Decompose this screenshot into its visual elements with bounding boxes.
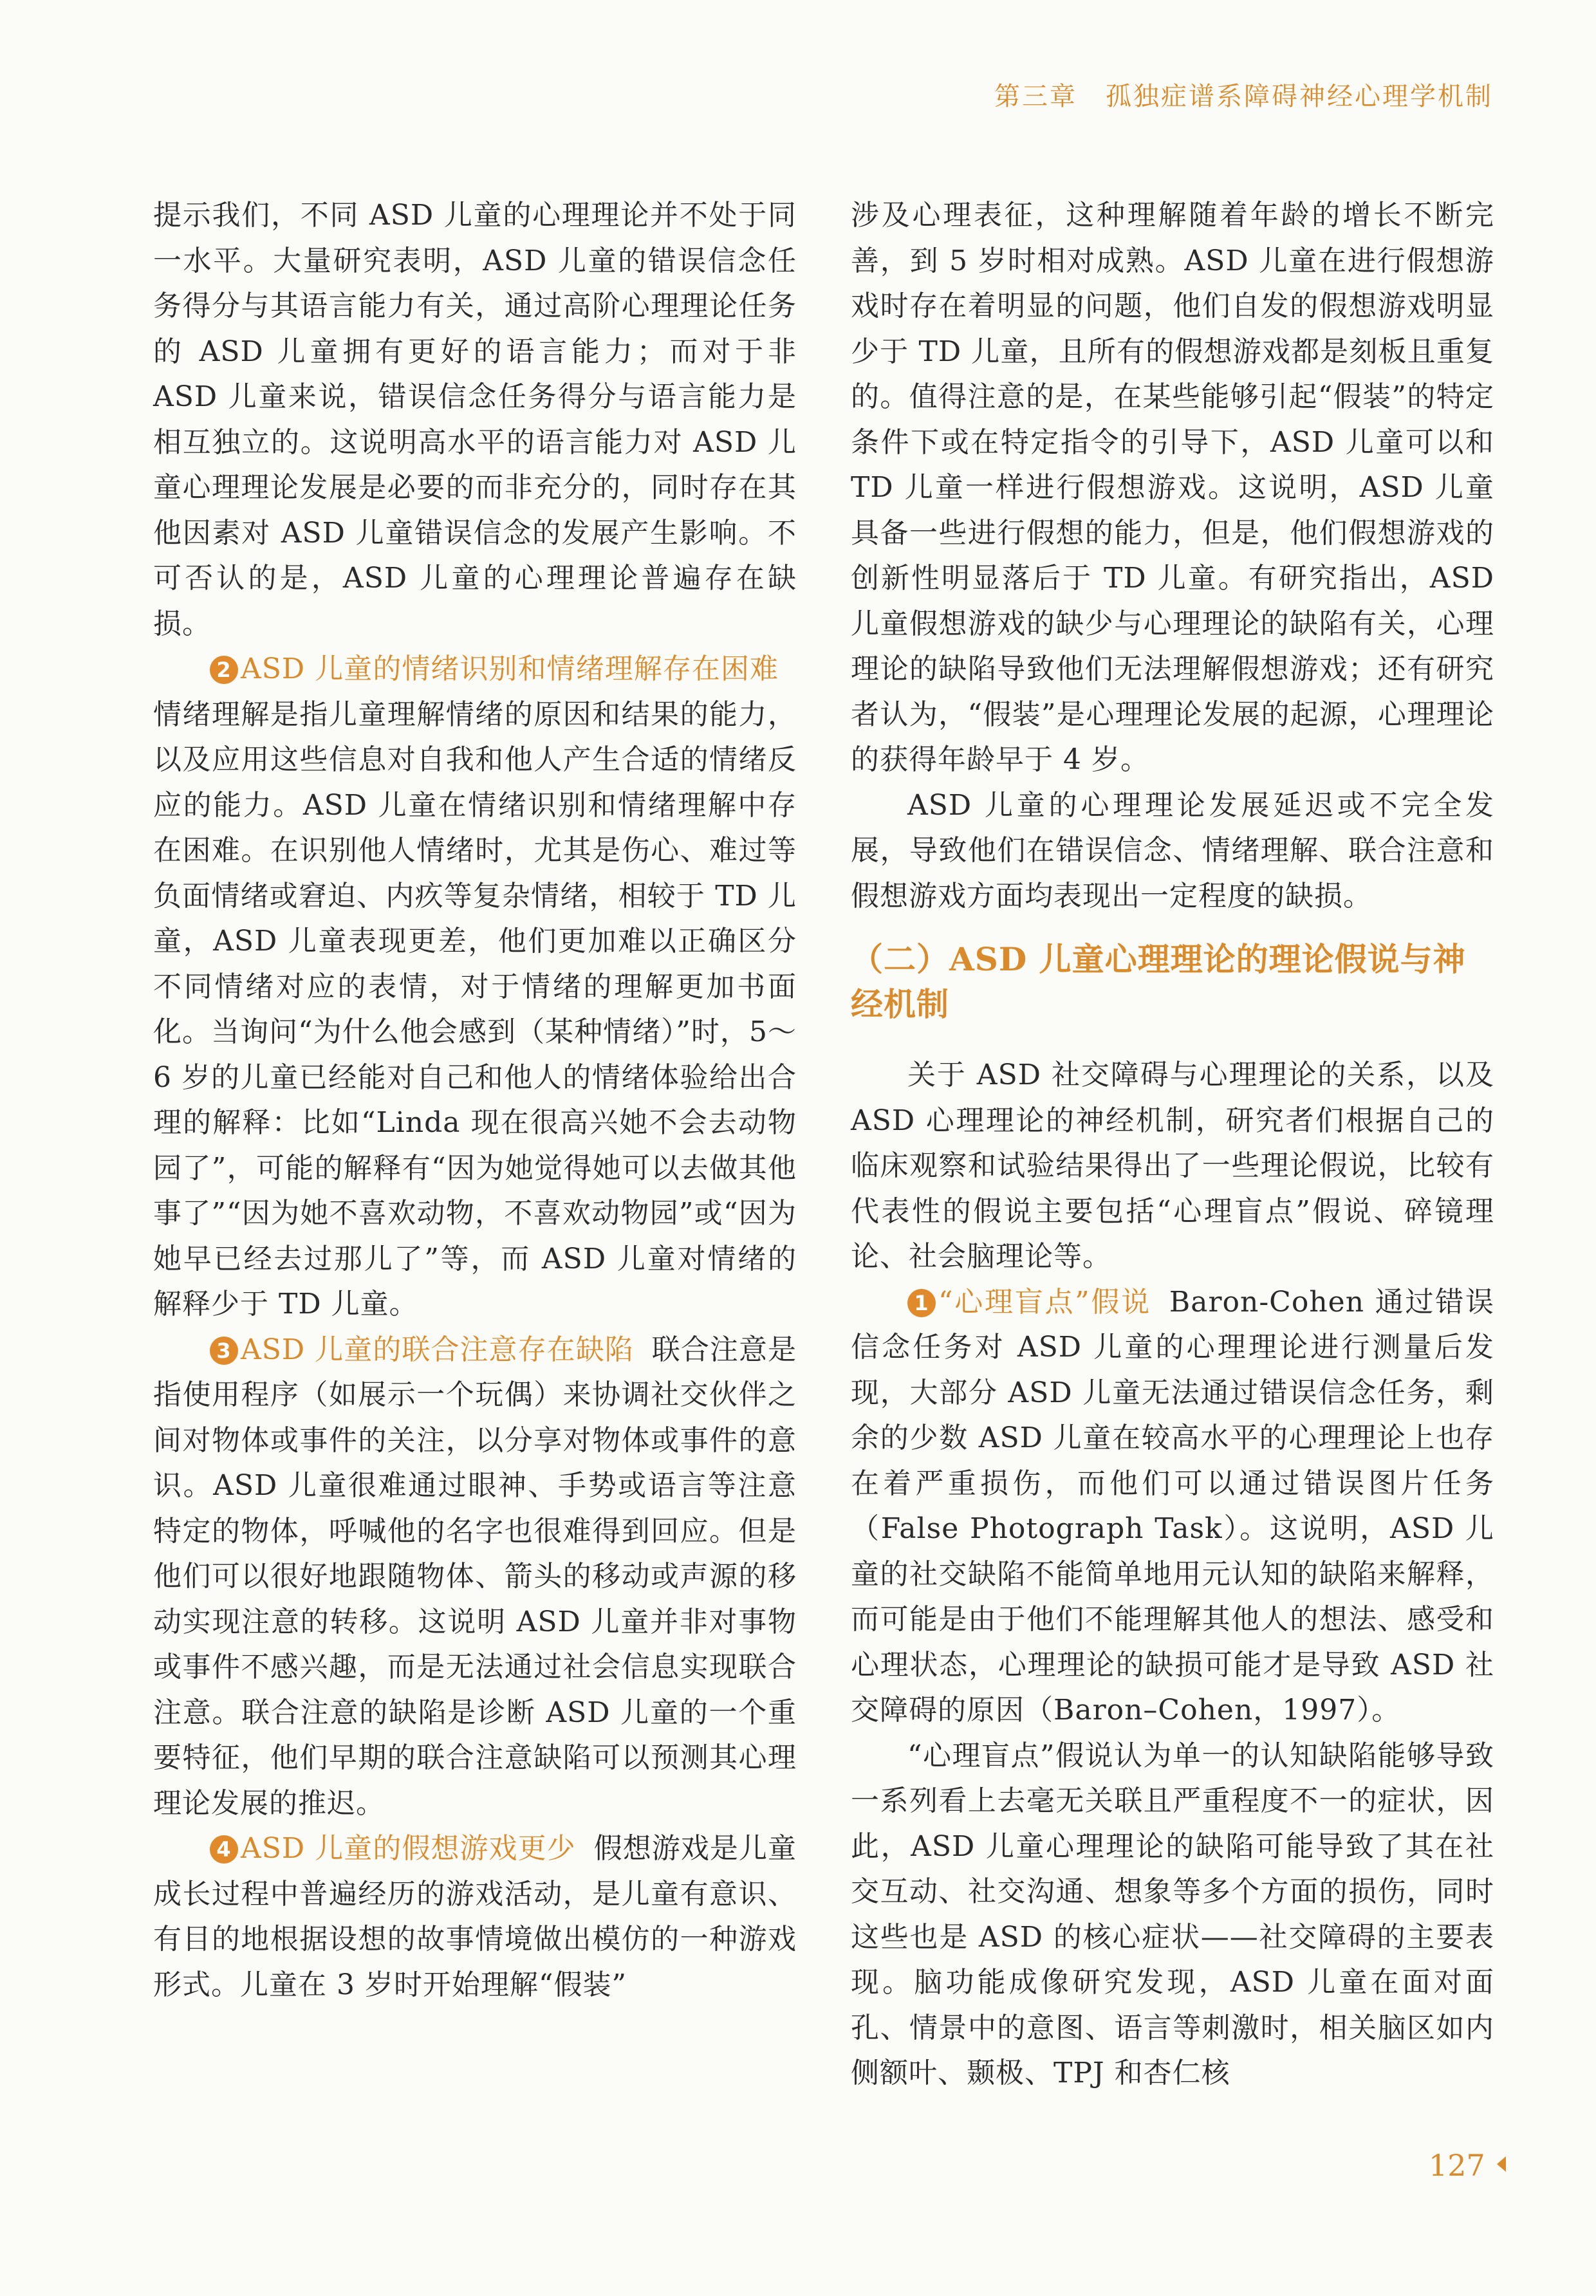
paragraph-joint-attention-body: 联合注意是指使用程序（如展示一个玩偶）来协调社交伙伴之间对物体或事件的关注，以分享对物体或事件的意识。ASD 儿童很难通过眼神、手势或语言等注意特定的物体，呼喊他的名字也很难得到回应。但是他们可以很好地跟随物体、箭头的移动或声源的移动实现注意的转移。这说明 ASD 儿童并非对事物或事件不感兴趣，而是无法通过社会信息实现联合注意。联合注意的缺陷是诊断 ASD 儿童的一个重要特征，他们早期的联合注意缺陷可以预测其心理理论发展的推迟。 — [153, 1333, 797, 1820]
chapter-number: 第三章 — [994, 82, 1077, 111]
subheading-mindblindness: “心理盲点”假说 — [938, 1285, 1151, 1319]
subheading-emotion: ASD 儿童的情绪识别和情绪理解存在困难 — [241, 653, 779, 685]
page-number — [1429, 2148, 1506, 2183]
paragraph-summary: ASD 儿童的心理理论发展延迟或不完全发展，导致他们在错误信念、情绪理解、联合注意和假想游戏方面均表现出一定程度的缺损。 — [851, 788, 1494, 912]
paragraph-emotion-body: 情绪理解是指儿童理解情绪的原因和结果的能力，以及应用这些信息对自我和他人产生合适的情绪反应的能力。ASD 儿童在情绪识别和情绪理解中存在困难。在识别他人情绪时，尤其是伤心、难过等负面情绪或窘迫、内疚等复杂情绪，相较于 TD 儿童，ASD 儿童表现更差，他们更加难以正确区分不同情绪对应的表情，对于情绪的理解更加书面化。当询问“为什么他会感到（某种情绪）”时，5～6 岁的儿童已经能对自己和他人的情绪体验给出合理的解释：比如“Linda 现在很高兴她不会去动物园了”，可能的解释有“因为她觉得她可以去做其他事了”“因为她不喜欢动物，不喜欢动物园”或“因为她早已经去过那儿了”等，而 ASD 儿童对情绪的解释少于 TD 儿童。 — [153, 698, 797, 1320]
left-column — [153, 193, 797, 2008]
page-marker-triangle-icon — [1497, 2156, 1506, 2172]
paragraph-emotion — [153, 647, 797, 1328]
paragraph-mindblindness-explained: “心理盲点”假说认为单一的认知缺陷能够导致一系列看上去毫无关联且严重程度不一的症状，因此，ASD 儿童心理理论的缺陷可能导致了其在社交互动、社交沟通、想象等多个方面的损伤，同时这些也是 ASD 的核心症状——社交障碍的主要表现。脑功能成像研究发现，ASD 儿童在面对面孔、情景中的意图、语言等刺激时，相关脑区如内侧额叶、颞极、TPJ 和杏仁核 — [851, 1739, 1494, 2089]
subheading-pretend-play: ASD 儿童的假想游戏更少 — [241, 1832, 576, 1865]
section-title: （二）ASD 儿童心理理论的理论假说与神经机制 — [851, 940, 1466, 1023]
paragraph-pretend-play — [153, 1826, 797, 2008]
number-badge-2: 2 — [210, 656, 238, 684]
page-number-text: 127 — [1429, 2148, 1485, 2183]
number-badge-3: 3 — [210, 1337, 238, 1365]
number-badge-1: 1 — [907, 1289, 936, 1317]
running-header — [994, 76, 1493, 113]
paragraph-mindblindness-body: Baron-Cohen 通过错误信念任务对 ASD 儿童的心理理论进行测量后发现，大部分 ASD 儿童无法通过错误信念任务，剩余的少数 ASD 儿童在较高水平的心理理论上也存在着严重损伤，而他们可以通过错误图片任务（False Photograph Task）。这说明，ASD 儿童的社交缺陷不能简单地用元认知的缺陷来解释，而可能是由于他们不能理解其他人的想法、感受和心理状态，心理理论的缺损可能才是导致 ASD 社交障碍的原因（Baron–Cohen，1997）。 — [851, 1285, 1494, 1727]
paragraph-tom-language: 提示我们，不同 ASD 儿童的心理理论并不处于同一水平。大量研究表明，ASD 儿童的错误信念任务得分与其语言能力有关，通过高阶心理理论任务的 ASD 儿童拥有更好的语言能力；而对于非 ASD 儿童来说，错误信念任务得分与语言能力是相互独立的。这说明高水平的语言能力对 ASD 儿童心理理论发展是必要的而非充分的，同时存在其他因素对 ASD 儿童错误信念的发展产生影响。不可否认的是，ASD 儿童的心理理论普遍存在缺损。 — [153, 199, 797, 640]
number-badge-4: 4 — [210, 1835, 238, 1864]
chapter-title: 孤独症谱系障碍神经心理学机制 — [1106, 82, 1493, 111]
paragraph-hypotheses-intro: 关于 ASD 社交障碍与心理理论的关系，以及 ASD 心理理论的神经机制，研究者们根据自己的临床观察和试验结果得出了一些理论假说，比较有代表性的假说主要包括“心理盲点”假说、碎镜理论、社会脑理论等。 — [851, 1059, 1494, 1273]
paragraph-pretend-continued: 涉及心理表征，这种理解随着年龄的增长不断完善，到 5 岁时相对成熟。ASD 儿童在进行假想游戏时存在着明显的问题，他们自发的假想游戏明显少于 TD 儿童，且所有的假想游戏都是刻板且重复的。值得注意的是，在某些能够引起“假装”的特定条件下或在特定指令的引导下，ASD 儿童可以和 TD 儿童一样进行假想游戏。这说明，ASD 儿童具备一些进行假想的能力，但是，他们假想游戏的创新性明显落后于 TD 儿童。有研究指出，ASD 儿童假想游戏的缺少与心理理论的缺陷有关，心理理论的缺陷导致他们无法理解假想游戏；还有研究者认为，“假装”是心理理论发展的起源，心理理论的获得年龄早于 4 岁。 — [851, 199, 1494, 776]
paragraph-mindblindness — [851, 1280, 1494, 1734]
paragraph-joint-attention — [153, 1328, 797, 1827]
subheading-joint-attention: ASD 儿童的联合注意存在缺陷 — [241, 1333, 634, 1366]
right-column — [851, 193, 1494, 2097]
paragraph-pretend-play-body: 假想游戏是儿童成长过程中普遍经历的游戏活动，是儿童有意识、有目的地根据设想的故事情境做出模仿的一种游戏形式。儿童在 3 岁时开始理解“假装” — [153, 1832, 797, 2001]
